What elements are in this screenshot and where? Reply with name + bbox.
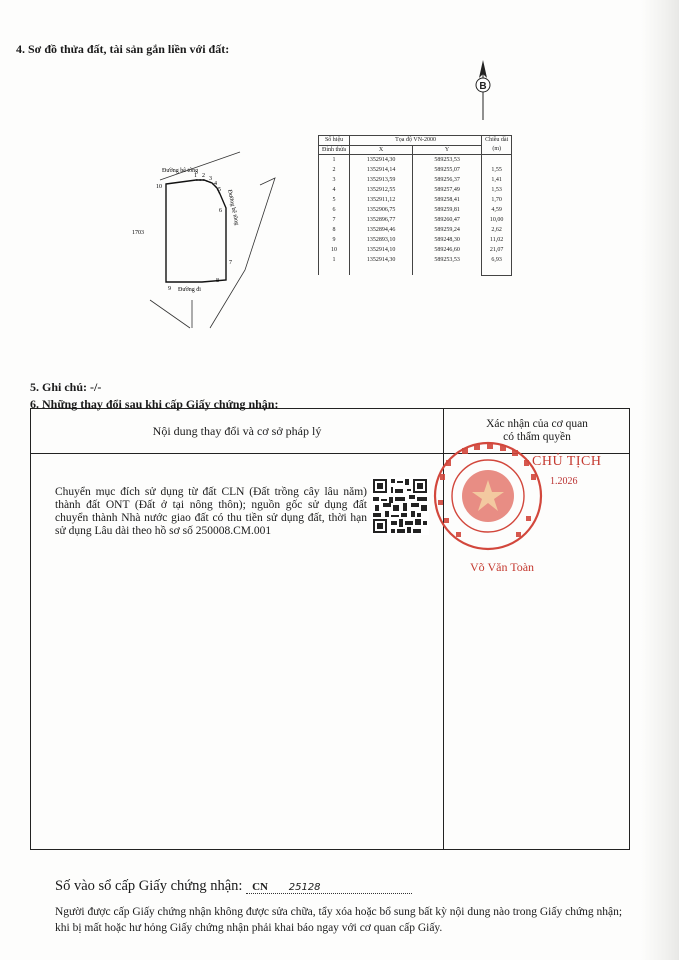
section-6-title: 6. Những thay đổi sau khi cấp Giấy chứng nhận: [30, 397, 279, 411]
signature-date: 1.2026 [550, 476, 578, 487]
qr-code-icon [371, 477, 429, 535]
col-left-header: Nội dung thay đổi và cơ sở pháp lý [152, 423, 322, 438]
col-vertex: 1 2 3 4 5 6 7 8 9 10 1 [319, 155, 350, 276]
official-seal-icon [432, 440, 544, 552]
coordinates-table [318, 135, 512, 276]
vertex-label: 10 [156, 184, 162, 190]
th-x: X [350, 145, 413, 155]
th-vertex-2: Đỉnh thửa [319, 145, 350, 155]
th-coords: Tọa độ VN-2000 [350, 136, 482, 146]
parcel-map [120, 150, 300, 330]
th-length-1: Chiều dài [485, 137, 509, 143]
vertex-label: 6 [219, 208, 222, 214]
footer-notice: Người được cấp Giấy chứng nhận không được sửa chữa, tẩy xóa hoặc bổ sung bất kỳ nội dung nào trong Giấy chứng nhận; khi bị mất hoặc hư hỏng Giấy chứng nhận phải khai báo ngay với cơ quan cấp Giấy. [55, 906, 623, 934]
registration-value [246, 881, 412, 894]
vertex-label: 8 [216, 278, 219, 284]
col-length: 1,55 1,41 1,53 1,70 4,59 10,00 2,62 11,02 21,07 6,93 [482, 155, 512, 276]
registration-number: 25128 [288, 882, 321, 893]
col-right-header-line2: có thẩm quyền [503, 431, 571, 443]
th-length-2: (m) [492, 146, 502, 152]
th-vertex-1: Số hiệu [319, 136, 350, 146]
vertex-label: 9 [168, 286, 171, 292]
registration-label: Số vào sổ cấp Giấy chứng nhận: [55, 878, 243, 894]
registration-prefix: CN [252, 881, 268, 893]
registration-line [55, 878, 635, 895]
section-5-title: 5. Ghi chú: -/- [30, 380, 102, 394]
change-content: Chuyển mục đích sử dụng từ đất CLN (Đất trồng cây lâu năm) thành đất ONT (Đất ở tại nông thôn); nguồn gốc sử dụng đất chuyển thành Nhà nước giao đất có thu tiền sử dụng đất, thời hạn sử dụng Lâu dài theo hồ sơ số 250008.CM.001 [55, 486, 367, 537]
vertex-label: 5 [218, 187, 221, 193]
section-4-title: 4. Sơ đồ thửa đất, tài sản gắn liền với đất: [16, 42, 230, 56]
road-top-label: Đường bê tông [162, 168, 199, 174]
neighbor-parcel-label: 1703 [132, 230, 144, 236]
vertex-label: 2 [202, 173, 205, 179]
th-y: Y [413, 145, 482, 155]
scan-edge-shadow [641, 0, 679, 960]
col-x: 1352914,30 1352914,14 1352913,59 1352912,55 1352911,12 1352906,75 1352896,77 1352894,46 1352893,10 1352914,10 1352914,30 [350, 155, 413, 276]
vertex-label: 1 [194, 173, 197, 179]
th-length [482, 136, 512, 155]
col-right-header-line1: Xác nhận của cơ quan [486, 418, 588, 430]
signatory-role: CHỦ TỊCH [532, 454, 602, 469]
road-right-label: Đường bê tông [226, 189, 240, 226]
vertex-label: 4 [214, 181, 217, 187]
vertex-label: 7 [229, 260, 232, 266]
signatory-name: Võ Văn Toàn [470, 560, 535, 574]
footer [55, 878, 635, 936]
compass-label: B [479, 81, 487, 92]
vertex-label: 3 [209, 176, 212, 182]
col-y: 589253,53 589255,07 589256,37 589257,49 589258,41 589259,81 589260,47 589259,24 589248,30 589246,60 589253,53 [413, 155, 482, 276]
road-bottom-label: Đường đi [178, 287, 201, 293]
north-arrow-icon [470, 58, 500, 122]
